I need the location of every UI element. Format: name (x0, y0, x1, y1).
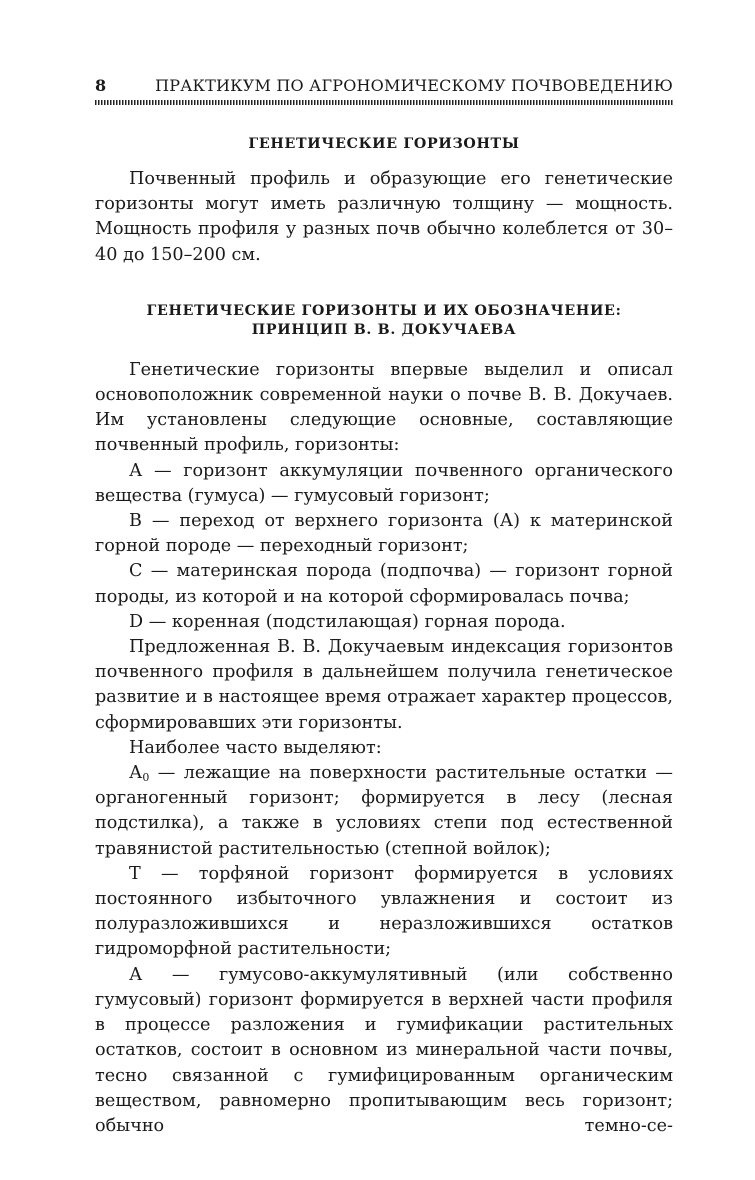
list-item-horizon-c: С — материнская порода (подпочва) — горизонт горной породы, из которой и на которой сформировалась почва; (95, 561, 673, 607)
running-title: ПРАКТИКУМ ПО АГРОНОМИЧЕСКОМУ ПОЧВОВЕДЕНИЮ (155, 76, 673, 95)
list-item-horizon-b: В — переход от верхнего горизонта (А) к материнской горной породе — переходный горизонт; (95, 511, 673, 557)
paragraph-indexing: Предложенная В. В. Докучаевым индексация горизонтов почвенного профиля в дальнейшем получила генетическое развитие и в настоящее время отражает характер процессов, сформировавших эти горизонты. (95, 637, 673, 733)
list-item-horizon-a0 (95, 761, 673, 862)
paragraph-most-often: Наиболее часто выделяют: (129, 737, 382, 758)
heading-line-2: ПРИНЦИП В. В. ДОКУЧАЕВА (251, 321, 517, 338)
paragraph-intro: Генетические горизонты впервые выделил и описал основоположник современной науки о почве В. В. Докучаев. Им установлены следующие основные, составляющие почвенный профиль, горизонты: (95, 359, 673, 456)
heading-line-1: ГЕНЕТИЧЕСКИЕ ГОРИЗОНТЫ И ИХ ОБОЗНАЧЕНИЕ: (146, 302, 622, 319)
horizon-a0-letter: А (129, 763, 143, 784)
section-heading-genetic-horizons: ГЕНЕТИЧЕСКИЕ ГОРИЗОНТЫ (248, 136, 520, 152)
page-number: 8 (95, 76, 107, 95)
list-item-horizon-a: А — горизонт аккумуляции почвенного органического вещества (гумуса) — гумусовый горизонт; (95, 460, 673, 506)
list-item-horizon-d: D — коренная (подстилающая) горная порода. (129, 611, 566, 632)
horizon-a0-subscript: 0 (142, 771, 150, 785)
section-heading-dokuchaev-principle (95, 302, 673, 340)
header-rule (95, 100, 673, 105)
page-body (95, 135, 673, 1139)
horizon-a0-text: — лежащие на поверхности растительные остатки — органогенный горизонт; формируется в лесу (лесная подстилка), а также в условиях степи под естественной травянистой растительностью (степной войлок); (95, 763, 673, 859)
running-header (95, 76, 673, 98)
list-item-horizon-t: Т — торфяной горизонт формируется в условиях постоянного избыточного увлажнения и состоит из полуразложившихся и неразложившихся остатков гидроморфной растительности; (95, 863, 673, 960)
list-item-horizon-a-humus: А — гумусово-аккумулятивный (или собственно гумусовый) горизонт формируется в верхней части профиля в процессе разложения и гумификации растительных остатков, состоит в основном из минеральной части почвы, тесно связанной с гумифицированным органическим веществом, равномерно пропитывающим весь горизонт; обычно темно-се- (95, 964, 673, 1136)
paragraph-profile-thickness: Почвенный профиль и образующие его генетические горизонты могут иметь различную толщину — мощность. Мощность профиля у разных почв обычно колеблется от 30–40 до 150–200 см. (95, 169, 673, 265)
